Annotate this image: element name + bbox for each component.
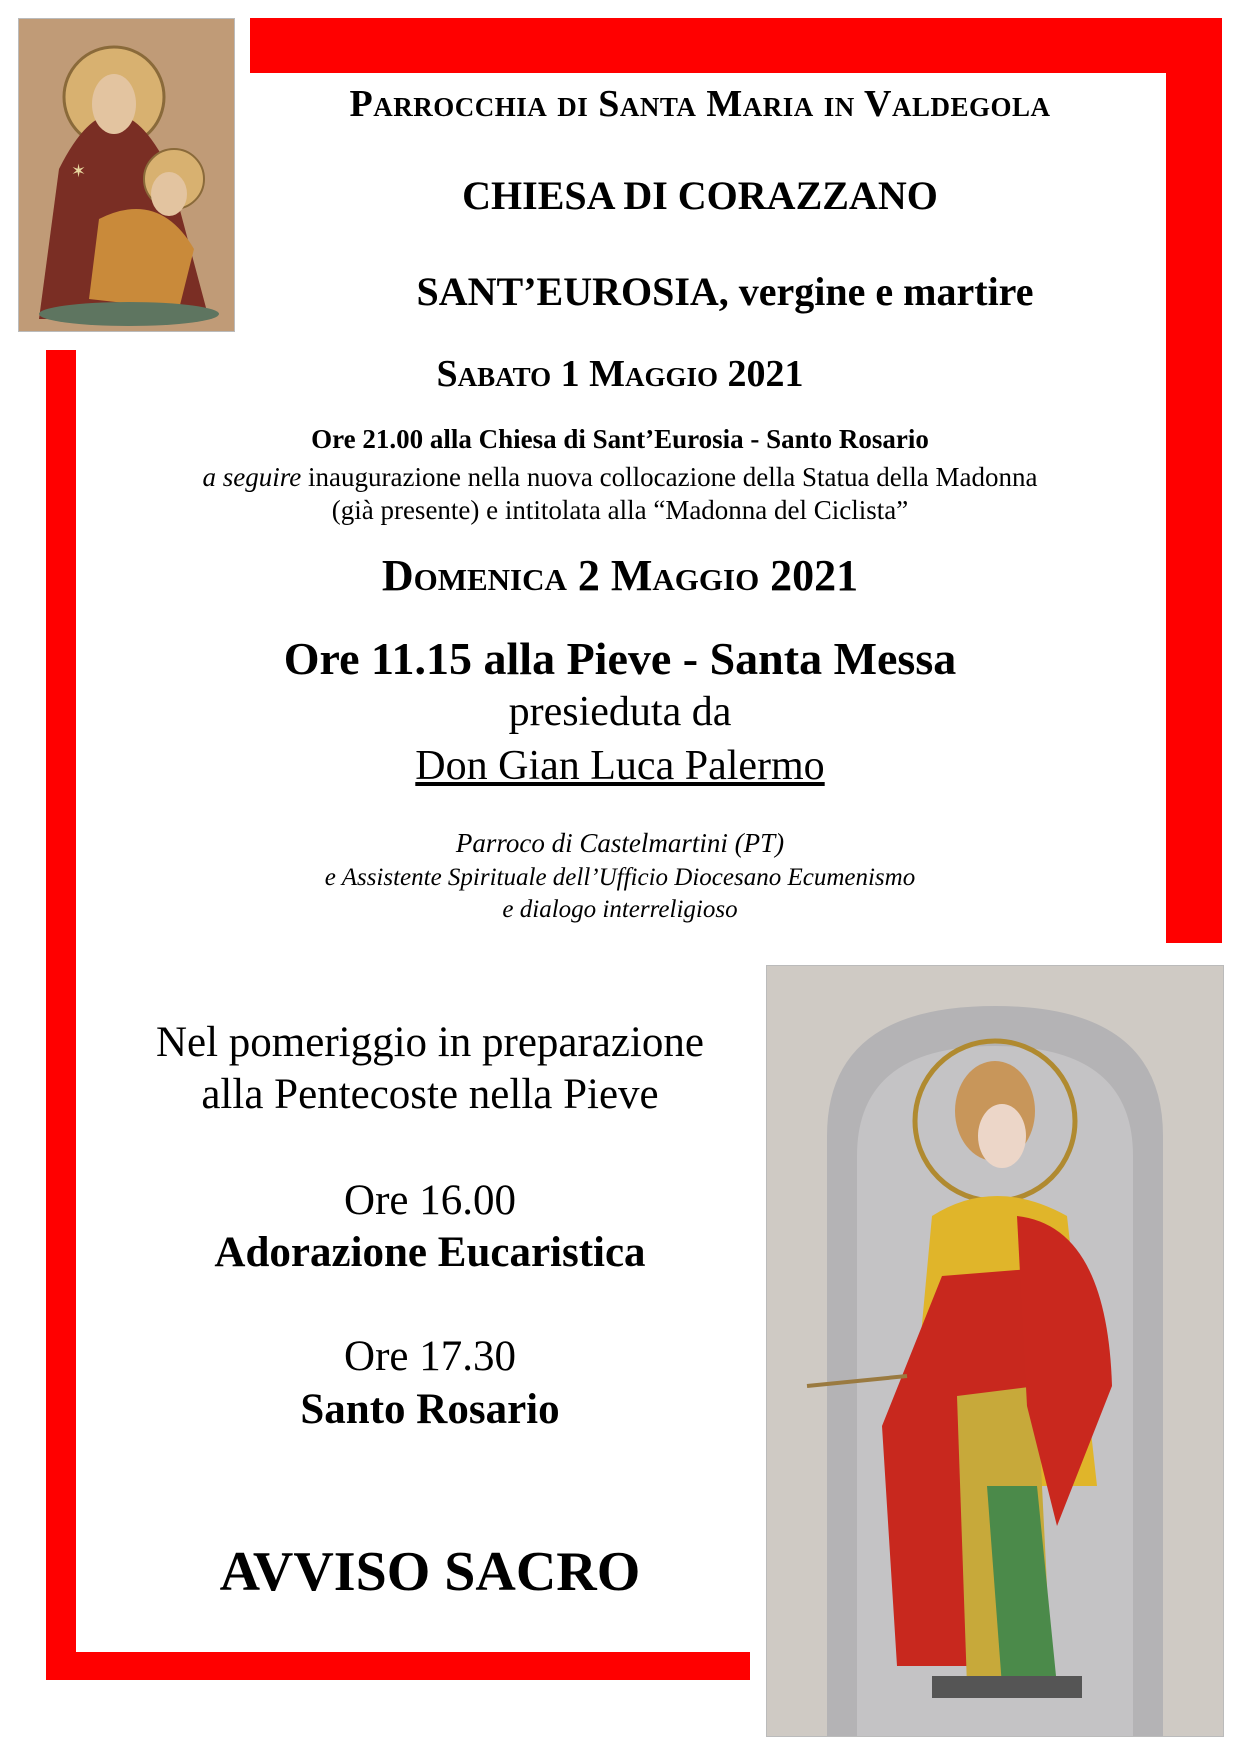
afternoon-intro2: alla Pentecoste nella Pieve [201, 1071, 659, 1118]
afternoon-intro1: Nel pomeriggio in preparazione [155, 1019, 705, 1066]
saint-name: SANT’EUROSIA, vergine e martire [416, 269, 1034, 314]
priest-role2: e Assistente Spirituale dell’Ufficio Diocesano Ecumenismo [324, 864, 916, 891]
saturday-line2-italic: a seguire [202, 462, 302, 492]
saturday-line2-rest: inaugurazione nella nuova collocazione della Statua della Madonna [301, 462, 1038, 492]
church-name: CHIESA DI CORAZZANO [462, 173, 938, 218]
priest-role1: Parroco di Castelmartini (PT) [455, 828, 785, 858]
parish-name: Parrocchia di Santa Maria in Valdegola [349, 83, 1051, 125]
saturday-date: Sabato 1 Maggio 2021 [436, 353, 804, 395]
afternoon-event1: Adorazione Eucaristica [214, 1229, 646, 1276]
priest-role3: e dialogo interreligioso [502, 896, 738, 923]
afternoon-time1: Ore 16.00 [344, 1177, 516, 1224]
frame-right-bar [1166, 18, 1222, 943]
saturday-line1: Ore 21.00 alla Chiesa di Sant’Eurosia - Santo Rosario [311, 424, 929, 454]
sunday-date: Domenica 2 Maggio 2021 [381, 551, 859, 600]
sunday-mass: Ore 11.15 alla Pieve - Santa Messa [283, 633, 957, 684]
saturday-line3: (già presente) e intitolata alla “Madonna del Ciclista” [331, 495, 909, 525]
frame-top-bar [250, 18, 1222, 73]
sunday-priest [80, 742, 1160, 790]
priest-name: Don Gian Luca Palermo [415, 743, 825, 789]
saturday-line2 [80, 462, 1160, 493]
frame-bottom-bar [46, 1652, 750, 1680]
avviso-sacro-title: AVVISO SACRO [219, 1541, 641, 1603]
afternoon-time2: Ore 17.30 [344, 1333, 516, 1380]
frame-left-bar [46, 350, 76, 1680]
madonna-painting-image [18, 18, 235, 332]
sunday-presided: presieduta da [508, 689, 732, 735]
svg-text:✶: ✶ [71, 161, 87, 182]
afternoon-event2: Santo Rosario [300, 1386, 560, 1433]
sant-eurosia-statue-image [766, 965, 1224, 1737]
